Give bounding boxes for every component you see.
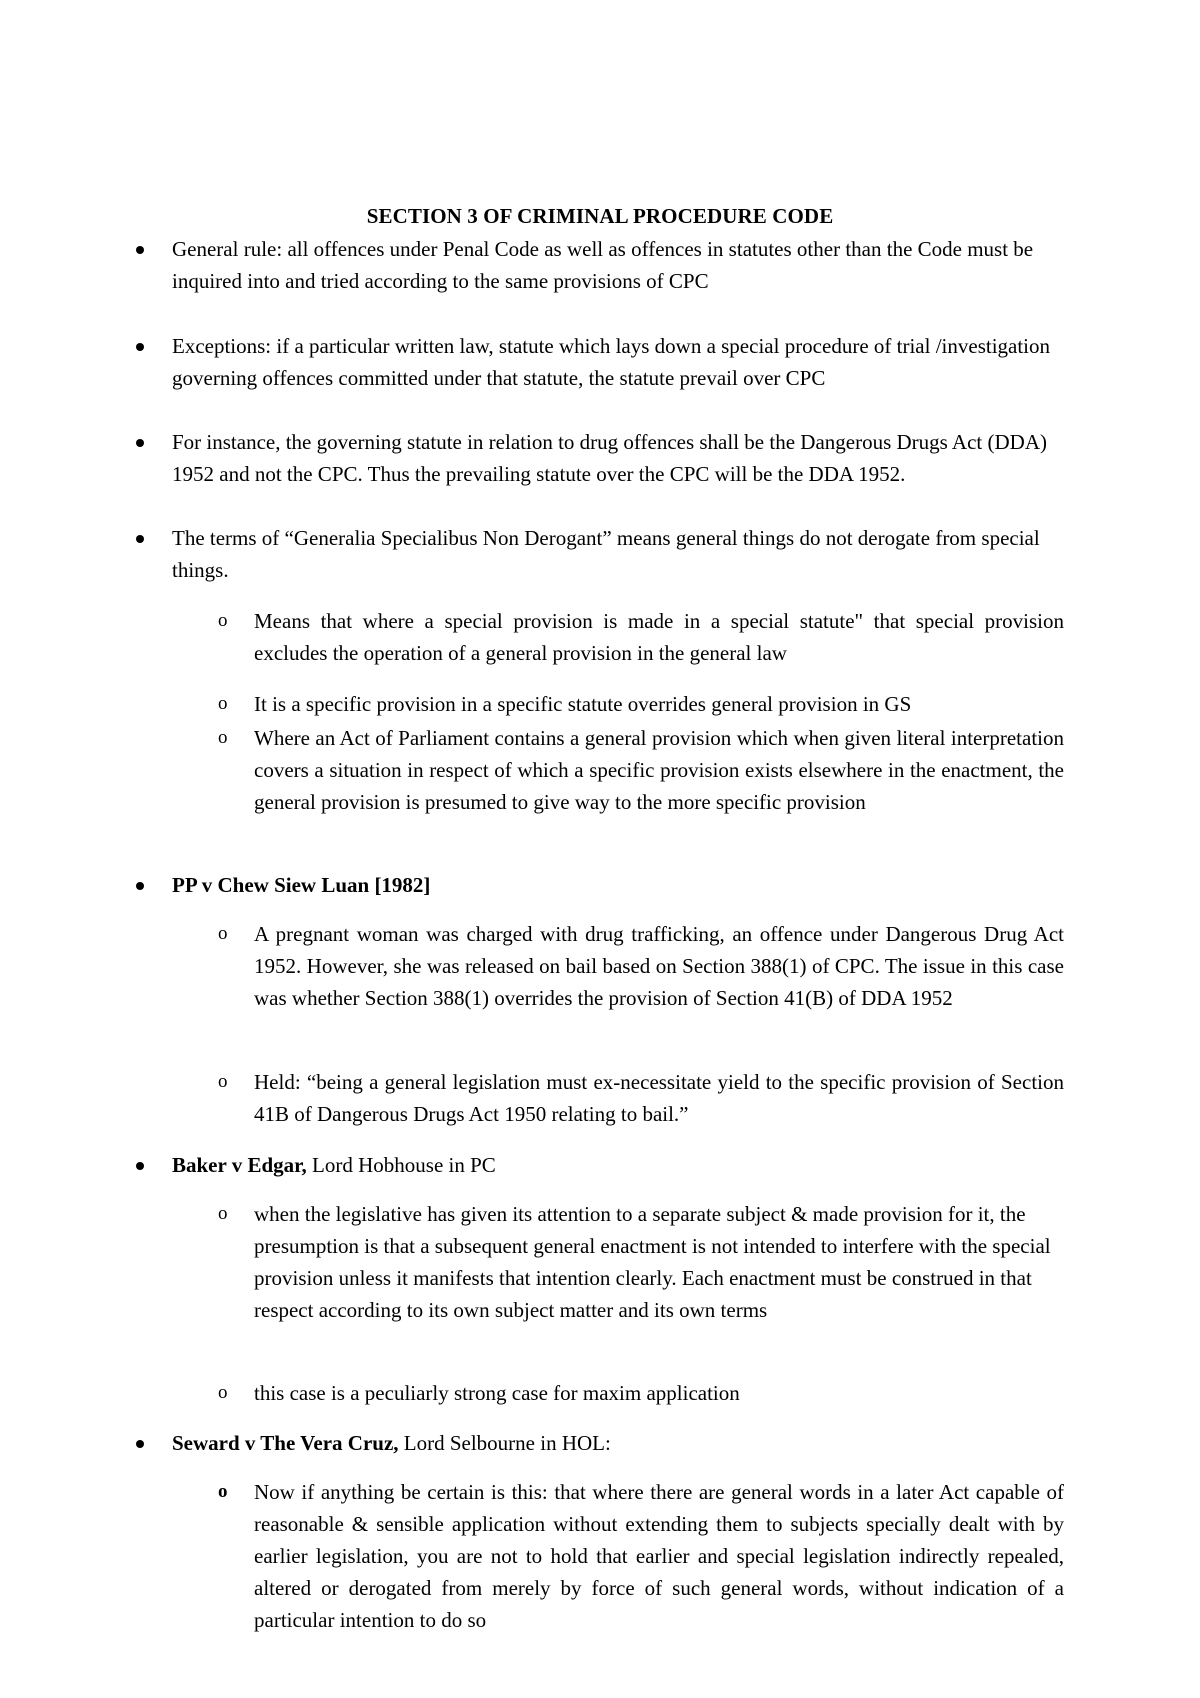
case-court: Lord Selbourne in HOL: — [398, 1431, 611, 1455]
sub-bullet-case2-2 — [218, 1377, 1064, 1409]
circle-bullet-icon: o — [218, 727, 228, 748]
sub-bullet-generalia-1 — [218, 605, 1064, 669]
bullet-icon — [136, 882, 144, 890]
case-court: Lord Hobhouse in PC — [306, 1153, 496, 1177]
bullet-text: The terms of “Generalia Specialibus Non Derogant” means general things do not derogate from special things. — [172, 526, 1040, 582]
sub-bullet-text: Now if anything be certain is this: that where there are general words in a later Act capable of reasonable & sensible application without extending them to subjects specially dealt with by earlier legislation, you are not to hold that earlier and special legislation indirectly repealed, altered or derogated from merely by force of such general words, without indication of a particular intention to do so — [254, 1480, 1064, 1632]
sub-bullet-case1-facts — [218, 918, 1064, 1014]
circle-bullet-icon: o — [218, 610, 228, 631]
circle-bullet-icon: o — [218, 693, 228, 714]
circle-bullet-icon: o — [218, 1382, 228, 1403]
circle-bullet-icon: o — [218, 1203, 228, 1224]
sub-bullet-text: when the legislative has given its attention to a separate subject & made provision for it, the presumption is that a subsequent general enactment is not intended to interfere with the special provision unless it manifests that intention clearly. Each enactment must be construed in that respect according to its own subject matter and its own terms — [254, 1202, 1051, 1322]
bullet-icon — [136, 343, 144, 351]
case-line — [172, 1427, 1064, 1459]
bullet-icon — [136, 1162, 144, 1170]
case-name: PP v Chew Siew Luan [1982] — [172, 873, 431, 897]
bullet-icon — [136, 246, 144, 254]
sub-bullet-case3-1 — [218, 1476, 1064, 1636]
sub-bullet-text: Held: “being a general legislation must ex-necessitate yield to the specific provision of Section 41B of Dangerous Drugs Act 1950 relating to bail.” — [254, 1070, 1064, 1126]
bullet-generalia — [172, 522, 1064, 586]
sub-bullet-generalia-2 — [218, 688, 1064, 720]
case-name: Seward v The Vera Cruz, — [172, 1431, 399, 1455]
sub-bullet-generalia-3 — [218, 722, 1064, 818]
bullet-text: For instance, the governing statute in relation to drug offences shall be the Dangerous Drugs Act (DDA) 1952 and not the CPC. Thus the prevailing statute over the CPC will be the DDA 1952. — [172, 430, 1047, 486]
sub-bullet-case1-held — [218, 1066, 1064, 1130]
sub-bullet-text: It is a specific provision in a specific statute overrides general provision in GS — [254, 692, 912, 716]
sub-bullet-case2-1 — [218, 1198, 1064, 1326]
circle-bullet-icon: o — [218, 923, 228, 944]
sub-bullet-text: Where an Act of Parliament contains a general provision which when given literal interpretation covers a situation in respect of which a specific provision exists elsewhere in the enactment, the general provision is presumed to give way to the more specific provision — [254, 726, 1064, 814]
bullet-case-chew-siew-luan — [172, 869, 1064, 901]
case-name: Baker v Edgar, — [172, 1153, 307, 1177]
bullet-icon — [136, 1440, 144, 1448]
bullet-text: General rule: all offences under Penal Code as well as offences in statutes other than the Code must be inquired into and tried according to the same provisions of CPC — [172, 237, 1034, 293]
bullet-exceptions — [172, 330, 1064, 394]
circle-bullet-icon: o — [218, 1481, 228, 1502]
bullet-icon — [136, 439, 144, 447]
bullet-text: Exceptions: if a particular written law, statute which lays down a special procedure of trial /investigation governing offences committed under that statute, the statute prevail over CPC — [172, 334, 1051, 390]
bullet-general-rule — [172, 233, 1064, 297]
page-title: SECTION 3 OF CRIMINAL PROCEDURE CODE — [366, 204, 834, 228]
case-line — [172, 1149, 1064, 1181]
sub-bullet-text: this case is a peculiarly strong case for maxim application — [254, 1381, 740, 1405]
bullet-icon — [136, 535, 144, 543]
sub-bullet-text: A pregnant woman was charged with drug trafficking, an offence under Dangerous Drug Act 1952. However, she was released on bail based on Section 388(1) of CPC. The issue in this case was whether Section 388(1) overrides the provision of Section 41(B) of DDA 1952 — [254, 922, 1064, 1010]
bullet-case-seward-v-vera-cruz — [172, 1427, 1064, 1459]
sub-bullet-text: Means that where a special provision is made in a special statute" that special provision excludes the operation of a general provision in the general law — [254, 609, 1064, 665]
bullet-case-baker-v-edgar — [172, 1149, 1064, 1181]
circle-bullet-icon: o — [218, 1071, 228, 1092]
bullet-instance — [172, 426, 1064, 490]
